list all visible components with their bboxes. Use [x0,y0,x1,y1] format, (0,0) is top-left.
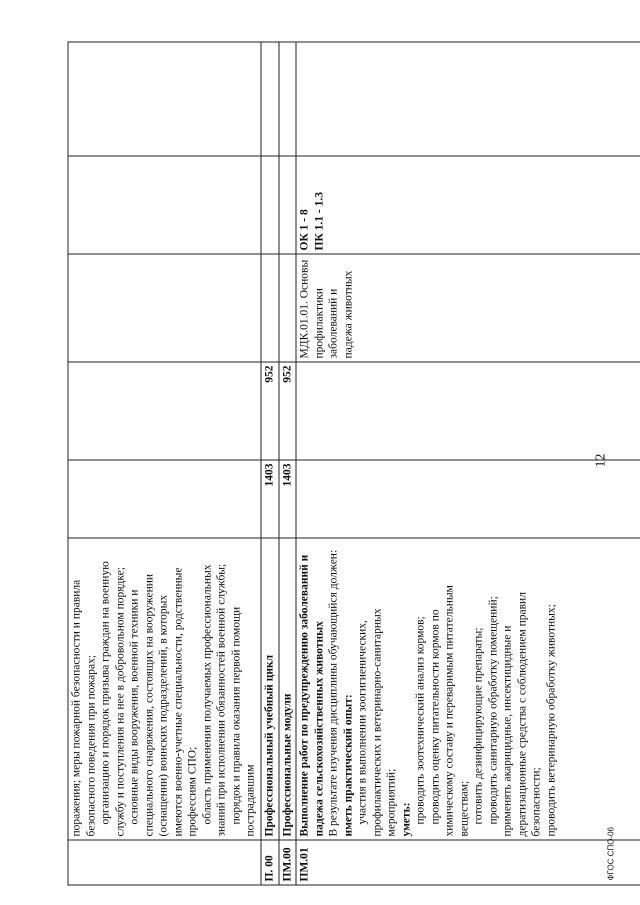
code-cell: П. 00 [261,840,279,885]
hours-max-cell [296,460,640,538]
list-item: пострадавшим [244,764,256,836]
table-row [68,42,261,885]
competency-cell [296,156,640,254]
table-row [278,42,296,885]
list-item: организацию и порядок призыва граждан на военную [99,560,111,824]
table-row [296,42,640,885]
code-cell: ПМ.01 [296,840,640,885]
code-cell [68,840,261,885]
title-cell: Профессиональный учебный цикл [261,538,279,840]
hours-req-cell [68,362,261,460]
curriculum-table [67,41,640,885]
content-cell [296,538,640,840]
table-row [261,42,279,885]
list-item: готовить дезинфицирующие препараты; [472,627,484,824]
mdk-cell: МДК.01.01. Основы профилактики заболеваний и падежа животных [296,254,640,362]
hours-req-cell [296,362,640,460]
extra-cell [296,42,640,156]
list-item: безопасного поведения при пожарах; [84,654,97,836]
list-item: проводить ветеринарную обработку животных; [544,603,557,836]
content-cell [68,538,261,840]
list-item: специального снаряжения, состоящих на вооружении [142,573,155,836]
hours-req-cell: 952 [278,362,296,460]
list-item: проводить оценку питательности кормов по химическому составу и переваримым питательным веществам; [428,584,470,836]
title-cell: Профессиональные модули [278,538,296,840]
module-title: Выполнение работ по предупреждению заболеваний и падежа сельскохозяйственных животных [298,554,325,836]
practice-header: иметь практический опыт: [341,693,354,836]
code-cell: ПМ.00 [278,840,296,885]
mdk-cell [261,254,279,362]
list-item: участия в выполнении зоогигиенических, профилактических и ветеринарно-санитарных мероприятий; [356,608,397,836]
hours-req-cell: 952 [261,362,279,460]
list-item: профессиям СПО; [186,746,198,836]
list-item: службу и поступления на нее в добровольном порядке; [113,566,126,836]
intro-text: В результате изучения дисциплины обучающийся должен: [327,549,339,836]
page-number: 12 [593,453,608,467]
list-item: проводить санитарную обработку помещений; [486,595,499,824]
list-item: знаний при исполнении обязанностей военной службы; [215,563,227,836]
competency-pk: ПК 1.1 - 1.3 [312,191,325,250]
hours-max-cell: 1403 [278,460,296,538]
mdk-cell [278,254,296,362]
hours-max-cell [68,460,261,538]
competency-cell [261,156,279,254]
competency-cell [278,156,296,254]
hours-max-cell: 1403 [261,460,279,538]
extra-cell [261,42,279,156]
extra-cell [68,42,261,156]
list-item: применять акарицидные, инсектицидные и дератизационные средства с соблюдением правил безопасности; [501,591,542,836]
list-item: проводить зоотехнический анализ кормов; [414,615,426,824]
skills-header: уметь: [399,801,412,836]
list-item: основные виды вооружения, военной техники и [128,589,140,824]
extra-cell [278,42,296,156]
list-item: область применения получаемых профессиональных [200,563,213,824]
list-item: поражения; меры пожарной безопасности и правила [70,579,82,836]
competency-cell [68,156,261,254]
mdk-cell [68,254,261,362]
list-item: (оснащении) воинских подразделений, в которых [157,594,169,836]
footer-standard-code: ФГОС СПО-06 [606,826,615,880]
competency-ok: ОК 1 - 8 [298,208,310,250]
list-item: порядок и правила оказания первой помощи [229,606,242,824]
list-item: имеются военно-учетные специальности, родственные [171,566,184,836]
